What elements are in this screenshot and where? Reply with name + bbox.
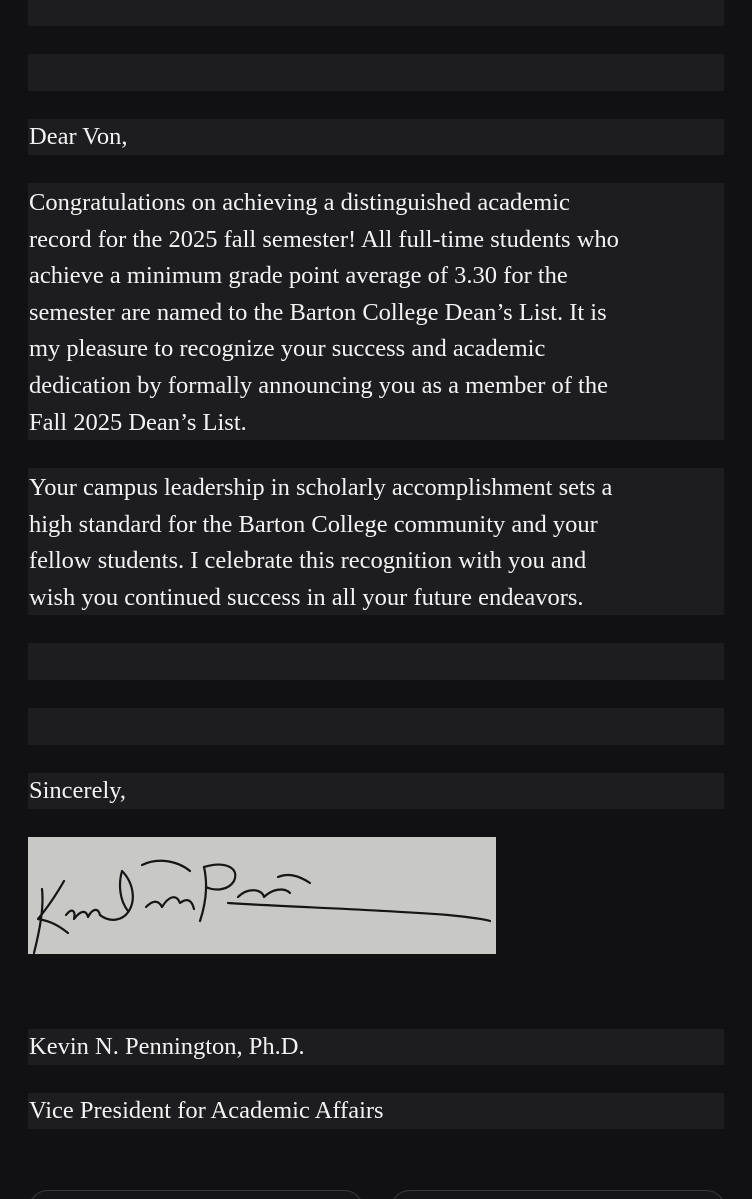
empty-line-band <box>28 708 724 745</box>
paragraph-line: record for the 2025 fall semester! All full-time students who <box>29 225 619 253</box>
paragraph-line: high standard for the Barton College community and your <box>29 510 598 538</box>
closing <box>28 773 724 809</box>
greeting-text: Dear Von, <box>29 123 128 150</box>
closing-text: Sincerely, <box>29 777 127 804</box>
empty-line-band <box>28 54 724 91</box>
paragraph-line: fellow students. I celebrate this recognition with you and <box>29 547 587 575</box>
bottom-button-left[interactable] <box>28 1190 364 1199</box>
paragraph-line: Your campus leadership in scholarly accomplishment sets a <box>29 474 613 501</box>
signer-name-text: Kevin N. Pennington, Ph.D. <box>29 1033 305 1060</box>
empty-line-band <box>28 0 724 26</box>
paragraph-congratulations <box>28 183 724 440</box>
paragraph-leadership <box>28 468 724 615</box>
empty-line-band <box>28 643 724 680</box>
paragraph-line: achieve a minimum grade point average of 3.30 for the <box>29 262 568 290</box>
paragraph-line: semester are named to the Barton College Dean’s List. It is <box>29 298 607 326</box>
greeting <box>28 119 724 155</box>
signer-title-text: Vice President for Academic Affairs <box>29 1097 384 1124</box>
signer-title <box>28 1093 724 1129</box>
signer-name <box>28 1029 724 1065</box>
paragraph-line: Congratulations on achieving a distinguished academic <box>29 189 570 216</box>
paragraph-line: my pleasure to recognize your success and academic <box>29 335 546 363</box>
signature-image <box>28 837 496 954</box>
paragraph-line: wish you continued success in all your future endeavors. <box>29 583 584 611</box>
paragraph-line: dedication by formally announcing you as a member of the <box>29 371 608 399</box>
bottom-button-right[interactable] <box>390 1190 726 1199</box>
signature-drawing <box>28 837 496 954</box>
paragraph-line: Fall 2025 Dean’s List. <box>29 408 247 436</box>
